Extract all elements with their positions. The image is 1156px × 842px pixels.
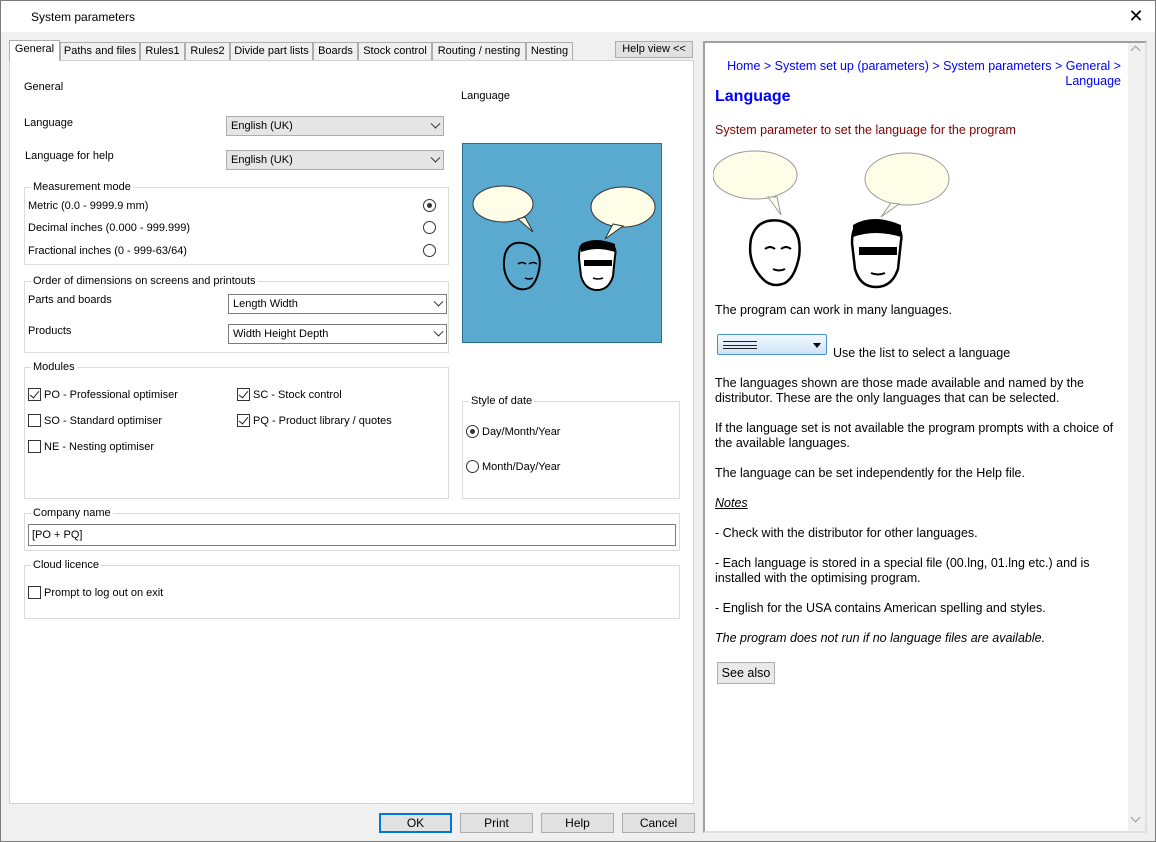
title-bar (1, 1, 1155, 32)
decimal-inches-label: Decimal inches (0.000 - 999.999) (28, 222, 191, 234)
see-also-button[interactable]: See also (717, 662, 775, 684)
tab-boards[interactable]: Boards (313, 42, 358, 60)
decimal-inches-radio[interactable] (423, 221, 436, 234)
parts-and-boards-label: Parts and boards (28, 294, 112, 306)
language-select-value: English (UK) (231, 120, 293, 132)
ok-button[interactable]: OK (379, 813, 452, 833)
help-language-select[interactable] (226, 150, 444, 170)
help-title: Language (715, 88, 791, 105)
company-name-input[interactable] (28, 524, 676, 546)
style-of-date-group (462, 395, 680, 499)
cancel-button[interactable]: Cancel (622, 813, 695, 833)
company-name-value: [PO + PQ] (32, 529, 83, 541)
language-select[interactable] (226, 116, 444, 136)
help-note4: The program does not run if no language files are available. (715, 631, 1046, 645)
day-month-year-label: Day/Month/Year (482, 426, 561, 438)
po-checkbox[interactable] (28, 388, 41, 401)
dropdown-arrow-icon (813, 343, 821, 348)
measurement-mode-group (24, 181, 449, 265)
list-lines-icon (723, 341, 757, 349)
tab-general[interactable]: General (9, 40, 60, 61)
chevron-down-icon (434, 327, 444, 337)
chevron-down-icon (434, 297, 444, 307)
language-list-illustration (717, 334, 827, 355)
order-of-dimensions-title: Order of dimensions on screens and printouts (33, 275, 256, 287)
help-view-button[interactable]: Help view << (615, 41, 693, 58)
general-panel (9, 60, 694, 804)
chevron-down-icon (431, 119, 441, 129)
help-pane[interactable] (703, 41, 1147, 833)
speech-bubbles-illustration (713, 149, 953, 289)
chevron-down-icon (431, 153, 441, 163)
tab-stock-control[interactable]: Stock control (358, 42, 432, 60)
month-day-year-label: Month/Day/Year (482, 461, 561, 473)
ne-checkbox[interactable] (28, 440, 41, 453)
po-label: PO - Professional optimiser (44, 389, 178, 401)
modules-group (24, 361, 449, 499)
parts-and-boards-value: Length Width (233, 298, 298, 310)
tab-routing-nesting[interactable]: Routing / nesting (432, 42, 526, 60)
measurement-mode-title: Measurement mode (33, 181, 131, 193)
help-language-label: Language for help (25, 150, 114, 162)
close-icon[interactable]: ✕ (1128, 6, 1144, 26)
help-note3: - English for the USA contains American spelling and styles. (715, 601, 1046, 615)
help-p1: The program can work in many languages. (715, 303, 952, 317)
products-value: Width Height Depth (233, 328, 329, 340)
scroll-down-icon[interactable] (1131, 813, 1141, 823)
ne-label: NE - Nesting optimiser (44, 441, 155, 453)
prompt-logout-checkbox[interactable] (28, 586, 41, 599)
breadcrumb[interactable]: Home > System set up (parameters) > System parameters > General > Language (727, 59, 1121, 88)
help-note2: - Each language is stored in a special file (00.lng, 01.lng etc.) and is installed with the optimising program. (715, 556, 1090, 585)
so-label: SO - Standard optimiser (44, 415, 162, 427)
speech-bubbles-illustration (463, 144, 661, 342)
cloud-licence-title: Cloud licence (33, 559, 100, 571)
prompt-logout-label: Prompt to log out on exit (44, 587, 164, 599)
tab-rules2[interactable]: Rules2 (185, 42, 230, 60)
company-name-title: Company name (33, 507, 111, 519)
day-month-year-radio[interactable] (466, 425, 479, 438)
parts-and-boards-select[interactable] (228, 294, 447, 314)
order-of-dimensions-group (24, 275, 449, 353)
help-p3: If the language set is not available the program prompts with a choice of the available languages. (715, 421, 1114, 450)
general-heading: General (24, 81, 64, 93)
products-select[interactable] (228, 324, 447, 344)
preview-heading: Language (461, 90, 510, 102)
scroll-up-icon[interactable] (1131, 46, 1141, 56)
modules-title: Modules (33, 361, 75, 373)
pq-label: PQ - Product library / quotes (253, 415, 392, 427)
print-button[interactable]: Print (460, 813, 533, 833)
tab-divide-part-lists[interactable]: Divide part lists (230, 42, 313, 60)
pq-checkbox[interactable] (237, 414, 250, 427)
window-title: System parameters (31, 10, 136, 24)
fractional-inches-label: Fractional inches (0 - 999-63/64) (28, 245, 187, 257)
help-select-caption: Use the list to select a language (833, 346, 1011, 360)
cloud-licence-group (24, 559, 680, 619)
help-scrollbar[interactable] (1128, 43, 1145, 831)
help-p2: The languages shown are those made available and named by the distributor. These are the only languages that can be selected. (715, 376, 1085, 405)
sc-checkbox[interactable] (237, 388, 250, 401)
help-subtitle: System parameter to set the language for the program (715, 123, 1016, 137)
tab-nesting[interactable]: Nesting (526, 42, 573, 60)
help-notes-heading: Notes (715, 496, 748, 510)
help-p4: The language can be set independently for the Help file. (715, 466, 1025, 480)
so-checkbox[interactable] (28, 414, 41, 427)
products-label: Products (28, 325, 72, 337)
sc-label: SC - Stock control (253, 389, 342, 401)
metric-radio[interactable] (423, 199, 436, 212)
company-name-group (24, 507, 680, 551)
tab-paths-and-files[interactable]: Paths and files (60, 42, 140, 60)
help-button[interactable]: Help (541, 813, 614, 833)
language-label: Language (24, 117, 73, 129)
help-language-select-value: English (UK) (231, 154, 293, 166)
help-note1: - Check with the distributor for other languages. (715, 526, 978, 540)
tab-rules1[interactable]: Rules1 (140, 42, 185, 60)
style-of-date-title: Style of date (471, 395, 533, 407)
metric-label: Metric (0.0 - 9999.9 mm) (28, 200, 149, 212)
language-preview-image (462, 143, 662, 343)
fractional-inches-radio[interactable] (423, 244, 436, 257)
month-day-year-radio[interactable] (466, 460, 479, 473)
